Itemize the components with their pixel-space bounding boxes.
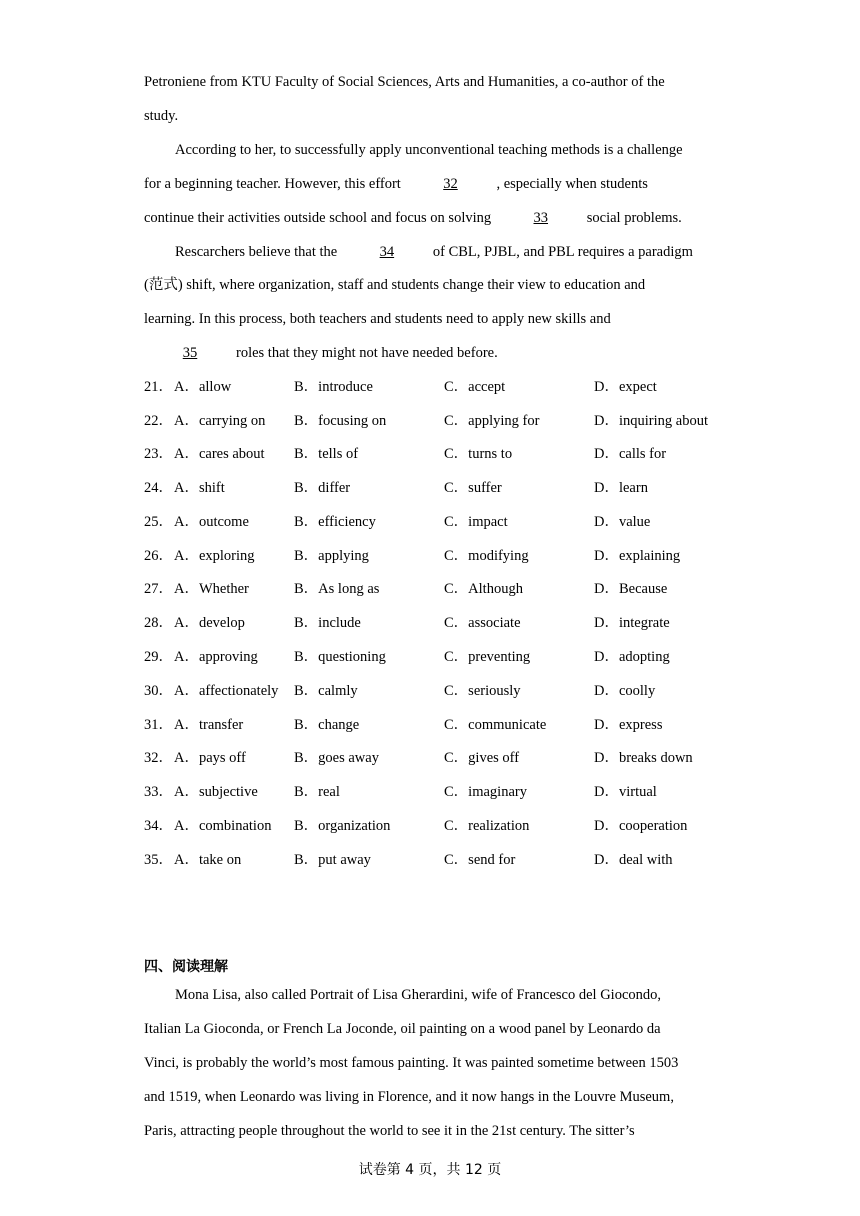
option-a[interactable]: A．cares about bbox=[174, 446, 265, 462]
option-c[interactable]: C．suffer bbox=[444, 480, 502, 496]
option-b[interactable]: B．focusing on bbox=[294, 413, 387, 429]
passage-line: 35 roles that they might not have needed before. bbox=[144, 343, 498, 363]
question-row bbox=[144, 411, 744, 431]
question-row bbox=[144, 647, 744, 667]
option-d[interactable]: D．Because bbox=[594, 581, 668, 597]
passage-line: learning. In this process, both teachers and students need to apply new skills and bbox=[144, 311, 611, 327]
question-row bbox=[144, 579, 744, 599]
question-row bbox=[144, 681, 744, 701]
option-d[interactable]: D．explaining bbox=[594, 548, 681, 564]
question-number: 21． bbox=[144, 379, 173, 395]
option-c[interactable]: C．communicate bbox=[444, 717, 547, 733]
option-c[interactable]: C．turns to bbox=[444, 446, 513, 462]
question-number: 31． bbox=[144, 717, 173, 733]
option-c[interactable]: C．seriously bbox=[444, 683, 521, 699]
question-row bbox=[144, 715, 744, 735]
question-number: 23． bbox=[144, 446, 173, 462]
blank-33[interactable]: 33 bbox=[533, 210, 549, 226]
option-d[interactable]: D．expect bbox=[594, 379, 657, 395]
reading-line: Mona Lisa, also called Portrait of Lisa Gherardini, wife of Francesco del Giocondo, bbox=[175, 987, 662, 1003]
option-c[interactable]: C．accept bbox=[444, 379, 506, 395]
question-row bbox=[144, 377, 744, 397]
question-row bbox=[144, 613, 744, 633]
option-a[interactable]: A．combination bbox=[174, 818, 272, 834]
option-a[interactable]: A．pays off bbox=[174, 750, 246, 766]
option-a[interactable]: A．subjective bbox=[174, 784, 258, 800]
reading-line: and 1519, when Leonardo was living in Florence, and it now hangs in the Louvre Museum, bbox=[144, 1089, 674, 1105]
question-number: 26． bbox=[144, 548, 173, 564]
passage-line: (范式) shift, where organization, staff and students change their view to education and bbox=[144, 277, 646, 293]
option-d[interactable]: D．cooperation bbox=[594, 818, 688, 834]
option-b[interactable]: B．include bbox=[294, 615, 361, 631]
question-number: 29． bbox=[144, 649, 173, 665]
option-c[interactable]: C．imaginary bbox=[444, 784, 527, 800]
option-a[interactable]: A．affectionately bbox=[174, 683, 279, 699]
question-number: 28． bbox=[144, 615, 173, 631]
option-c[interactable]: C．impact bbox=[444, 514, 508, 530]
option-d[interactable]: D．virtual bbox=[594, 784, 657, 800]
option-c[interactable]: C．send for bbox=[444, 852, 516, 868]
question-row bbox=[144, 512, 744, 532]
option-a[interactable]: A．outcome bbox=[174, 514, 249, 530]
question-row bbox=[144, 782, 744, 802]
reading-line: Italian La Gioconda, or French La Joconde, oil painting on a wood panel by Leonardo da bbox=[144, 1021, 661, 1037]
passage-line: for a beginning teacher. However, this effort 32 , especially when students bbox=[144, 176, 648, 192]
blank-32[interactable]: 32 bbox=[443, 176, 458, 192]
option-a[interactable]: A．shift bbox=[174, 480, 225, 496]
option-a[interactable]: A．carrying on bbox=[174, 413, 266, 429]
option-d[interactable]: D．coolly bbox=[594, 683, 656, 699]
reading-line: Paris, attracting people throughout the world to see it in the 21st century. The sitter’s bbox=[144, 1123, 635, 1139]
option-a[interactable]: A．Whether bbox=[174, 581, 249, 597]
question-row bbox=[144, 478, 744, 498]
option-d[interactable]: D．deal with bbox=[594, 852, 673, 868]
question-number: 25． bbox=[144, 514, 173, 530]
question-number: 34． bbox=[144, 818, 173, 834]
option-c[interactable]: C．Although bbox=[444, 581, 523, 597]
option-b[interactable]: B．questioning bbox=[294, 649, 386, 665]
question-number: 33． bbox=[144, 784, 173, 800]
question-number: 22． bbox=[144, 413, 173, 429]
option-d[interactable]: D．inquiring about bbox=[594, 413, 708, 429]
option-b[interactable]: B．calmly bbox=[294, 683, 358, 699]
page-footer: 试卷第 4 页，共 12 页 bbox=[358, 1162, 502, 1178]
option-b[interactable]: B．goes away bbox=[294, 750, 379, 766]
question-row bbox=[144, 546, 744, 566]
option-b[interactable]: B．differ bbox=[294, 480, 351, 496]
question-number: 32． bbox=[144, 750, 173, 766]
option-c[interactable]: C．preventing bbox=[444, 649, 531, 665]
option-d[interactable]: D．express bbox=[594, 717, 663, 733]
option-a[interactable]: A．take on bbox=[174, 852, 242, 868]
option-a[interactable]: A．approving bbox=[174, 649, 258, 665]
passage-line: continue their activities outside school and focus on solving 33 social problems. bbox=[144, 210, 682, 226]
question-number: 27． bbox=[144, 581, 173, 597]
option-b[interactable]: B．put away bbox=[294, 852, 371, 868]
question-row bbox=[144, 748, 744, 768]
option-d[interactable]: D．integrate bbox=[594, 615, 670, 631]
option-b[interactable]: B．efficiency bbox=[294, 514, 376, 530]
option-c[interactable]: C．applying for bbox=[444, 413, 540, 429]
option-c[interactable]: C．modifying bbox=[444, 548, 529, 564]
question-row bbox=[144, 850, 744, 870]
option-d[interactable]: D．calls for bbox=[594, 446, 667, 462]
option-d[interactable]: D．learn bbox=[594, 480, 648, 496]
question-number: 24． bbox=[144, 480, 173, 496]
option-b[interactable]: B．As long as bbox=[294, 581, 380, 597]
question-row bbox=[144, 444, 744, 464]
passage-line: According to her, to successfully apply unconventional teaching methods is a challenge bbox=[175, 142, 683, 158]
reading-line: Vinci, is probably the world’s most famous painting. It was painted sometime between 1503 bbox=[144, 1055, 679, 1071]
option-b[interactable]: B．introduce bbox=[294, 379, 373, 395]
blank-34[interactable]: 34 bbox=[379, 244, 395, 260]
question-row bbox=[144, 816, 744, 836]
passage-line: Rescarchers believe that the 34 of CBL, PJBL, and PBL requires a paradigm bbox=[175, 244, 693, 260]
option-b[interactable]: B．tells of bbox=[294, 446, 359, 462]
option-d[interactable]: D．adopting bbox=[594, 649, 670, 665]
option-d[interactable]: D．breaks down bbox=[594, 750, 693, 766]
option-c[interactable]: C．realization bbox=[444, 818, 530, 834]
question-number: 35． bbox=[144, 852, 173, 868]
option-a[interactable]: A．allow bbox=[174, 379, 232, 395]
question-number: 30． bbox=[144, 683, 173, 699]
section-title: 四、阅读理解 bbox=[144, 959, 228, 975]
option-a[interactable]: A．develop bbox=[174, 615, 245, 631]
option-c[interactable]: C．gives off bbox=[444, 750, 520, 766]
blank-35[interactable]: 35 bbox=[182, 345, 198, 361]
option-a[interactable]: A．exploring bbox=[174, 548, 255, 564]
option-c[interactable]: C．associate bbox=[444, 615, 521, 631]
option-a[interactable]: A．transfer bbox=[174, 717, 244, 733]
option-b[interactable]: B．real bbox=[294, 784, 340, 800]
passage-line: study. bbox=[144, 108, 179, 124]
option-b[interactable]: B．organization bbox=[294, 818, 391, 834]
option-b[interactable]: B．applying bbox=[294, 548, 369, 564]
passage-line: Petroniene from KTU Faculty of Social Sciences, Arts and Humanities, a co-author of the bbox=[144, 74, 665, 90]
option-d[interactable]: D．value bbox=[594, 514, 651, 530]
option-b[interactable]: B．change bbox=[294, 717, 360, 733]
